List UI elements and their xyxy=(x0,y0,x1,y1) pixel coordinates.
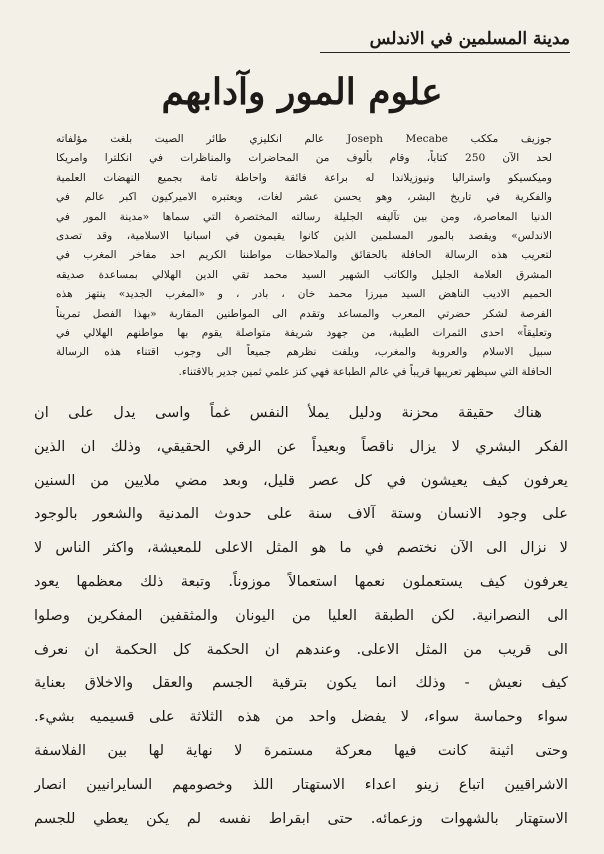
header-rule xyxy=(320,52,570,53)
intro-line: الحافلة التي سيظهر تعريبها قريباً في عالم الطباعة فهي كنز علمي ثمين جدير بالاقتناء. xyxy=(178,365,552,378)
body-line: الاشراقيين اتباع زينو اعداء الاستهتار اللذ وخصومهم السايرانيين انصار xyxy=(34,775,568,793)
intro-line: لحد الآن 250 كتاباً، وقام بألوف من المحاضرات والمناظرات في انكلترا وامريكا xyxy=(56,152,552,165)
intro-line: الاندلس» ويقصد بالمور المسلمين الذين كانوا يقيمون في اسبانيا الاسلامية، وقد تصدى xyxy=(56,229,552,242)
body-line: وحتى اثينة كانت فيها معركة مستمرة لا نهاية لها بين الفلاسفة xyxy=(34,741,568,759)
intro-line: الدنيا المعاصرة، ومن بين تآليفه الجليلة رسالته المختصرة التي سماها «مدينة المور في xyxy=(56,210,552,223)
intro-line: وتعليقاً» احدى الثمرات الطيبة، من جهود شريفة متواصلة يقوم بها مواطنهم الهلالي في xyxy=(56,326,552,339)
body-line: هناك حقيقة محزنة ودليل يملأ النفس غماً واسى يدل على ان xyxy=(34,404,542,421)
intro-line: والفكرية في تاريخ البشر، وهو يحسن عشر لغات، ويعتبره الاميركيون اكبر عالم في xyxy=(56,191,552,204)
body-line: كيف نعيش - وذلك انما يكون بترقية الجسم والعقل والاخلاق بعناية xyxy=(34,674,568,692)
running-head: مدينة المسلمين في الاندلس xyxy=(369,29,570,49)
intro-line: جوزيف مككب Joseph Mecabe عالم انكليزي طائر الصيت بلغت مؤلفاته xyxy=(56,133,552,145)
body-line: على وجود الانسان وستة آلاف سنة على حدوث المدنية والشعور بالوجود xyxy=(34,505,568,523)
body-line: الى النصرانية. لكن الطبقة العليا من اليونان والمثقفين المفكرين وصلوا xyxy=(34,606,568,624)
body-line: يعرفون كيف يعيشون في كل عصر قليل، وبعد مضي ملايين من السنين xyxy=(34,471,568,489)
body-line: الفكر البشري لا يزال ناقصاً وبعيداً عن الرقي الحقيقي، وذلك ان الذين xyxy=(34,437,568,455)
body-line: لا نزال الى الآن نختصم في ما هو المثل الاعلى للمعيشة، واكثر الناس لا xyxy=(34,539,568,557)
intro-line: المشرق العلامة الجليل والكاتب الشهير السيد محمد تقي الدين الهلالي بمساعدة صديقه xyxy=(56,268,552,281)
body-line: سواء وحماسة سواء، لا يفضل واحد من هذه الثلاثة على قسيميه بشيء. xyxy=(34,708,568,726)
body-paragraph xyxy=(34,396,568,835)
article-title: علوم المور وآدابهم xyxy=(161,71,443,113)
intro-line: الفرصة لشكر حضرتي المعرب والمساعد وتقدم الى المواطنين المقاربة «بهذا الفصل تمريناً xyxy=(56,307,552,320)
intro-line: الحميم الاديب الناهض السيد ميرزا محمد خان ، بادر ، و «المغرب الجديد» ينتهز هذه xyxy=(56,288,552,301)
body-line: الاستهتار بالشهوات وزعمائه. حتى ابقراط نفسه لم يكن يعطي للجسم xyxy=(34,809,568,827)
intro-line: سبيل الاسلام والعروبة والمغرب، ويلفت نظرهم جميعاً الى وجوب اقتناء هذه الرسالة xyxy=(56,346,552,359)
body-line: الى قريب من المثل الاعلى. وعندهم ان الحكمة كل الحكمة ان نعرف xyxy=(34,640,568,658)
intro-line: وميكسيكو واستراليا ونيوزيلاندا له براعة فائقة واحاطة تامة بجميع النهضات العلمية xyxy=(56,171,552,184)
body-line: يعرفون كيف يستعملون نعمها استعمالاً موزوناً. وتبعة ذلك معظمها يعود xyxy=(34,572,568,590)
intro-line: لتعريب هذه الرسالة الحافلة بالحقائق والملاحظات مواطننا الكريم احد مفاخر المغرب في xyxy=(56,249,552,262)
intro-paragraph xyxy=(56,130,552,382)
